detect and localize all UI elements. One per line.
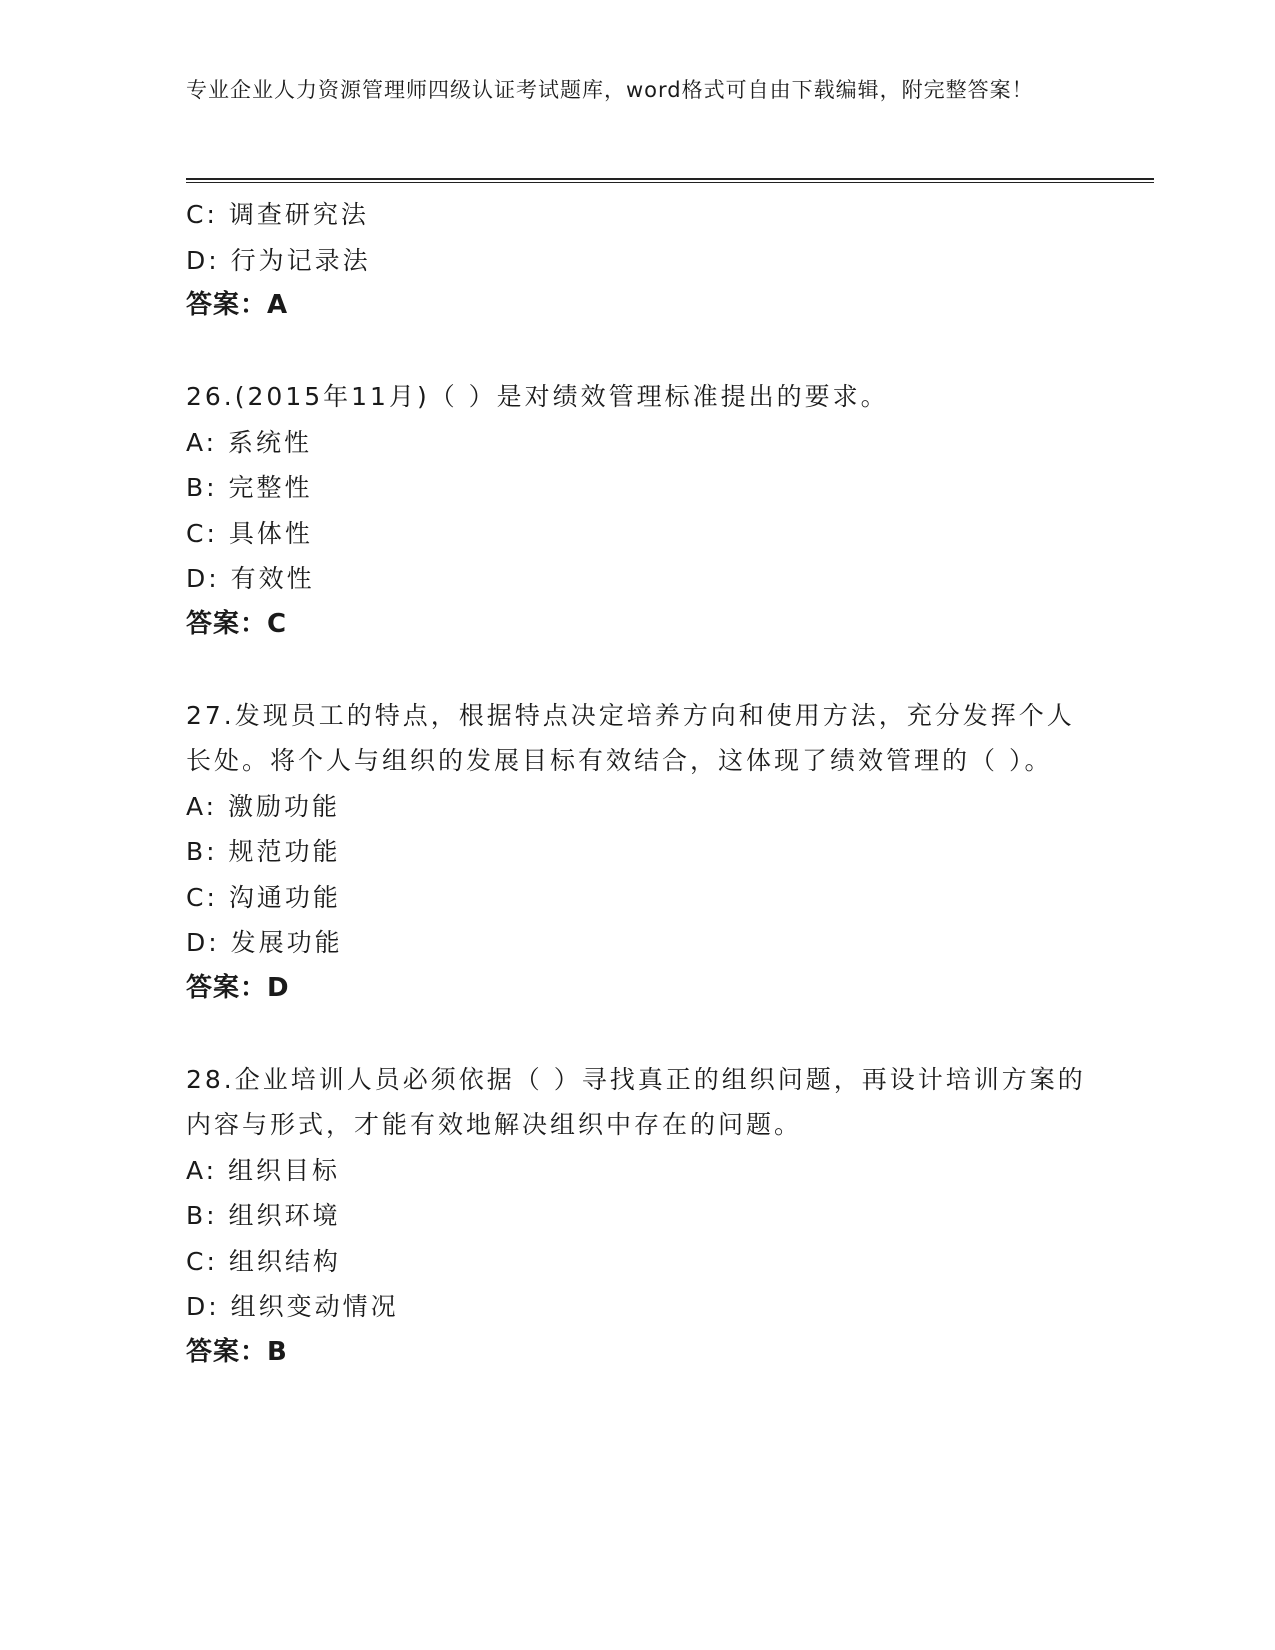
question-28 — [186, 1057, 1086, 1376]
option-a — [186, 784, 1086, 830]
option-text: 调查研究法 — [228, 200, 369, 229]
option-label: D: — [186, 1292, 220, 1321]
option-label: B: — [186, 837, 218, 866]
option-label: A: — [186, 791, 218, 821]
option-a — [186, 1148, 1086, 1194]
option-text: 组织变动情况 — [230, 1292, 399, 1321]
question-list — [186, 192, 1086, 1375]
option-label: C: — [186, 200, 218, 229]
answer-line: 答案：A — [186, 290, 289, 320]
option-text: 发展功能 — [230, 928, 343, 957]
answer-line: 答案：C — [186, 608, 288, 639]
question-stem: 28.企业培训人员必须依据（ ）寻找真正的组织问题，再设计培训方案的内容与形式，才能有效地解决组织中存在的问题。 — [186, 1064, 1086, 1139]
header-divider — [186, 178, 1154, 183]
option-label: D: — [186, 245, 220, 275]
option-b — [186, 1193, 1086, 1239]
answer-line: 答案：B — [186, 1336, 288, 1367]
option-text: 有效性 — [230, 564, 315, 593]
option-text: 系统性 — [228, 427, 313, 457]
option-label: D: — [186, 564, 220, 593]
option-d — [186, 1284, 1086, 1330]
spacer — [186, 329, 1086, 375]
question-stem: 27.发现员工的特点，根据特点决定培养方向和使用方法，充分发挥个人长处。将个人与组织的发展目标有效结合，这体现了绩效管理的（ ）。 — [186, 700, 1075, 775]
option-text: 沟通功能 — [228, 882, 341, 912]
option-label: B: — [186, 473, 218, 502]
option-label: C: — [186, 518, 218, 548]
option-text: 组织结构 — [228, 1246, 341, 1276]
option-b — [186, 465, 1086, 511]
option-text: 规范功能 — [228, 837, 341, 866]
option-a — [186, 420, 1086, 466]
option-label: B: — [186, 1201, 218, 1230]
option-c — [186, 192, 1086, 238]
option-d — [186, 556, 1086, 602]
option-c — [186, 1239, 1086, 1285]
question-26 — [186, 374, 1086, 647]
option-text: 行为记录法 — [230, 245, 371, 275]
option-label: D: — [186, 928, 220, 957]
option-text: 完整性 — [228, 473, 313, 502]
option-b — [186, 829, 1086, 875]
question-27 — [186, 693, 1086, 1012]
option-d — [186, 920, 1086, 966]
option-text: 组织目标 — [228, 1155, 341, 1185]
spacer — [186, 1011, 1086, 1057]
question-stem: 26.(2015年11月)（ ）是对绩效管理标准提出的要求。 — [186, 382, 889, 411]
option-text: 激励功能 — [228, 791, 341, 821]
option-label: C: — [186, 882, 218, 912]
option-d — [186, 238, 1086, 284]
option-text: 组织环境 — [228, 1201, 341, 1230]
option-label: C: — [186, 1246, 218, 1276]
option-label: A: — [186, 427, 218, 457]
option-c — [186, 875, 1086, 921]
spacer — [186, 647, 1086, 693]
option-text: 具体性 — [228, 518, 313, 548]
document-header: 专业企业人力资源管理师四级认证考试题库，word格式可自由下载编辑，附完整答案！ — [186, 78, 1034, 102]
option-c — [186, 511, 1086, 557]
answer-line: 答案：D — [186, 972, 290, 1003]
option-label: A: — [186, 1155, 218, 1185]
carryover-question — [186, 192, 1086, 329]
